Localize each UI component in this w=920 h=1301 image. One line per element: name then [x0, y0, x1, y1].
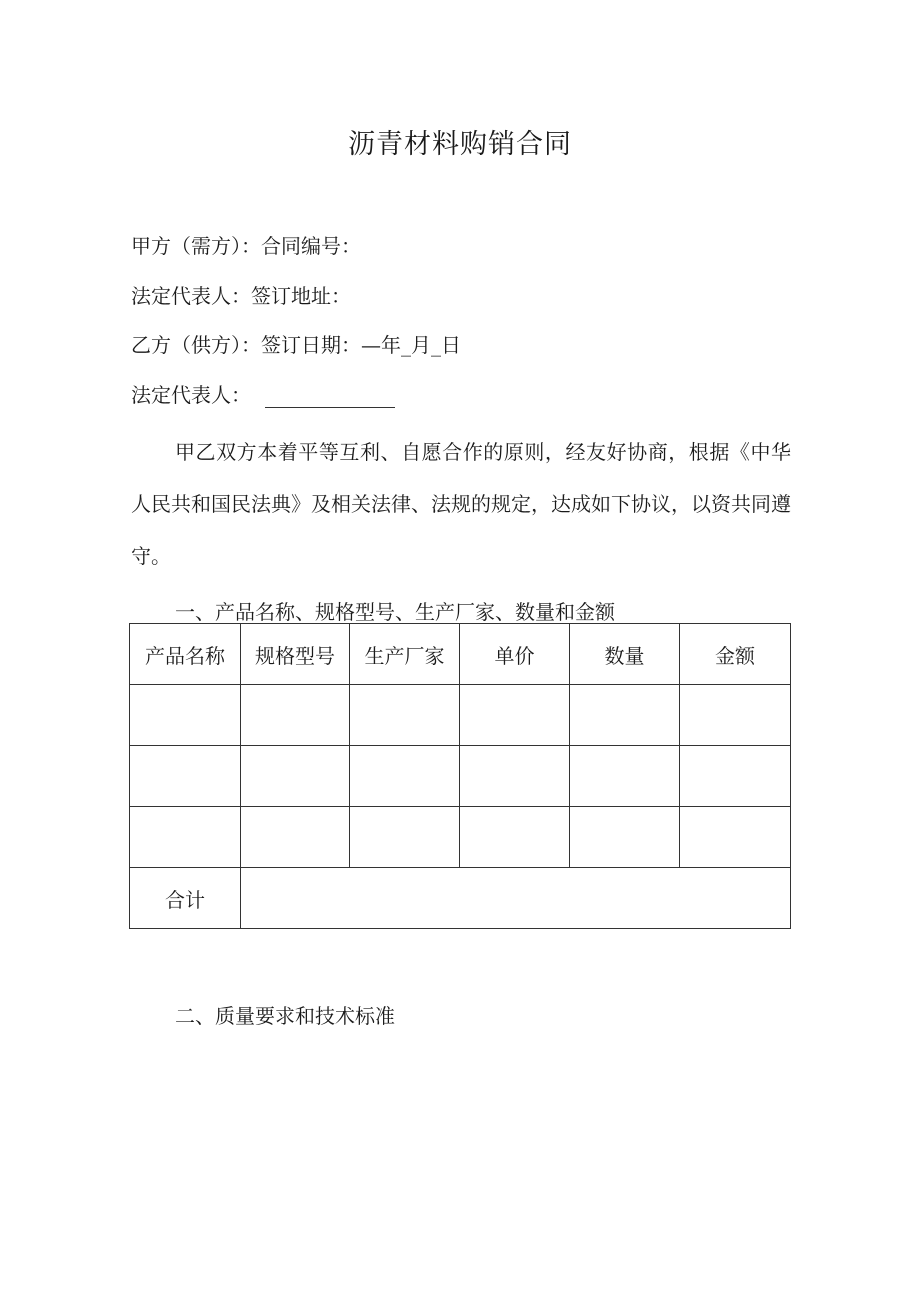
table-cell[interactable] — [680, 685, 791, 746]
table-cell[interactable] — [460, 746, 570, 807]
header-spec-model: 规格型号 — [241, 624, 350, 685]
document-title: 沥青材料购销合同 — [348, 129, 572, 160]
table-cell[interactable] — [130, 746, 241, 807]
table-cell[interactable] — [570, 685, 680, 746]
table-row — [130, 746, 791, 807]
table-cell[interactable] — [460, 685, 570, 746]
product-table — [129, 623, 791, 929]
total-row — [130, 868, 791, 929]
table-cell[interactable] — [680, 746, 791, 807]
header-product-name: 产品名称 — [130, 624, 241, 685]
section-2-heading: 二、质量要求和技术标准 — [175, 1004, 395, 1028]
table-cell[interactable] — [130, 685, 241, 746]
section-1-heading: 一、产品名称、规格型号、生产厂家、数量和金额 — [175, 600, 615, 624]
intro-paragraph: 甲乙双方本着平等互利、自愿合作的原则，经友好协商，根据《中华人民共和国民法典》及相关法律、法规的规定，达成如下协议，以资共同遵守。 — [131, 440, 791, 568]
representative-b-label: 法定代表人： — [131, 383, 251, 407]
table-cell[interactable] — [130, 807, 241, 868]
header-manufacturer: 生产厂家 — [350, 624, 460, 685]
party-a-line: 甲方（需方）：合同编号： — [131, 234, 361, 258]
representative-a-line: 法定代表人：签订地址： — [131, 284, 351, 308]
table-cell[interactable] — [241, 746, 350, 807]
total-value-cell[interactable] — [241, 868, 791, 929]
table-cell[interactable] — [350, 746, 460, 807]
header-quantity: 数量 — [570, 624, 680, 685]
table-cell[interactable] — [460, 807, 570, 868]
table-cell[interactable] — [350, 685, 460, 746]
table-cell[interactable] — [241, 807, 350, 868]
table-header-row — [130, 624, 791, 685]
total-label: 合计 — [130, 868, 241, 929]
table-cell[interactable] — [570, 746, 680, 807]
party-b-line: 乙方（供方）：签订日期：—年_月_日 — [131, 333, 461, 357]
table-cell[interactable] — [570, 807, 680, 868]
header-amount: 金额 — [680, 624, 791, 685]
table-cell[interactable] — [680, 807, 791, 868]
signature-blank — [265, 387, 395, 408]
table-row — [130, 685, 791, 746]
table-row — [130, 807, 791, 868]
table-cell[interactable] — [350, 807, 460, 868]
table-cell[interactable] — [241, 685, 350, 746]
representative-b-line — [131, 379, 395, 408]
header-unit-price: 单价 — [460, 624, 570, 685]
